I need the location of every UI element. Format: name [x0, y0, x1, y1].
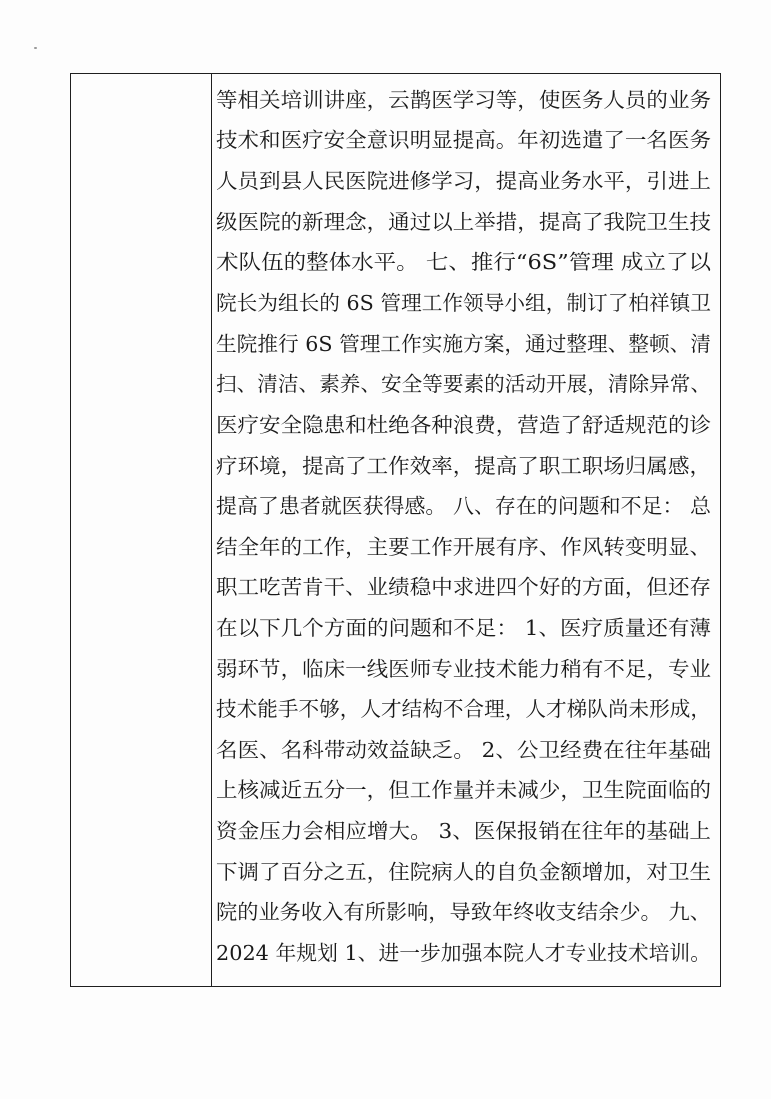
form-table	[70, 73, 721, 987]
text-line-8: 扫、清洁、素养、安全等要素的活动开展，清除异常、	[216, 372, 712, 396]
text-line-7: 生院推行 6S 管理工作实施方案，通过整理、整顿、清	[216, 332, 712, 356]
text-line-22: 2024 年规划 1、进一步加强本院人才专业技术培训。	[216, 941, 711, 965]
text-line-2: 技术和医疗安全意识明显提高。年初选遣了一名医务	[216, 128, 711, 152]
text-line-13: 职工吃苦肯干、业绩稳中求进四个好的方面，但还存	[216, 575, 711, 599]
text-line-15: 弱环节，临床一线医师专业技术能力稍有不足，专业	[216, 657, 711, 681]
text-line-1: 等相关培训讲座，云鹊医学习等，使医务人员的业务	[216, 88, 711, 112]
text-line-21: 院的业务收入有所影响，导致年终收支结余少。 九、	[216, 900, 711, 924]
scan-speck	[34, 47, 37, 49]
text-line-12: 结全年的工作，主要工作开展有序、作风转变明显、	[216, 535, 711, 559]
text-line-14: 在以下几个方面的问题和不足： 1、医疗质量还有薄	[216, 616, 711, 640]
text-line-9: 医疗安全隐患和杜绝各种浪费，营造了舒适规范的诊	[216, 413, 711, 437]
text-line-10: 疗环境，提高了工作效率，提高了职工职场归属感，	[216, 454, 711, 478]
table-label-cell	[71, 74, 212, 986]
text-line-3: 人员到县人民医院进修学习，提高业务水平，引进上	[216, 169, 711, 193]
text-line-11: 提高了患者就医获得感。 八、存在的问题和不足： 总	[216, 494, 712, 518]
text-line-20: 下调了百分之五，住院病人的自负金额增加，对卫生	[216, 860, 711, 884]
text-line-19: 资金压力会相应增大。 3、医保报销在往年的基础上	[216, 819, 711, 843]
text-line-6: 院长为组长的 6S 管理工作领导小组，制订了柏祥镇卫	[216, 291, 712, 315]
table-content-cell	[212, 74, 720, 986]
text-line-17: 名医、名科带动效益缺乏。 2、公卫经费在往年基础	[216, 738, 711, 762]
text-line-18: 上核减近五分一，但工作量并未减少，卫生院面临的	[216, 778, 711, 802]
text-line-4: 级医院的新理念，通过以上举措，提高了我院卫生技	[216, 210, 711, 234]
text-line-16: 技术能手不够，人才结构不合理，人才梯队尚未形成，	[216, 697, 712, 721]
text-line-5: 术队伍的整体水平。 七、推行“6S”管理 成立了以	[216, 250, 712, 274]
